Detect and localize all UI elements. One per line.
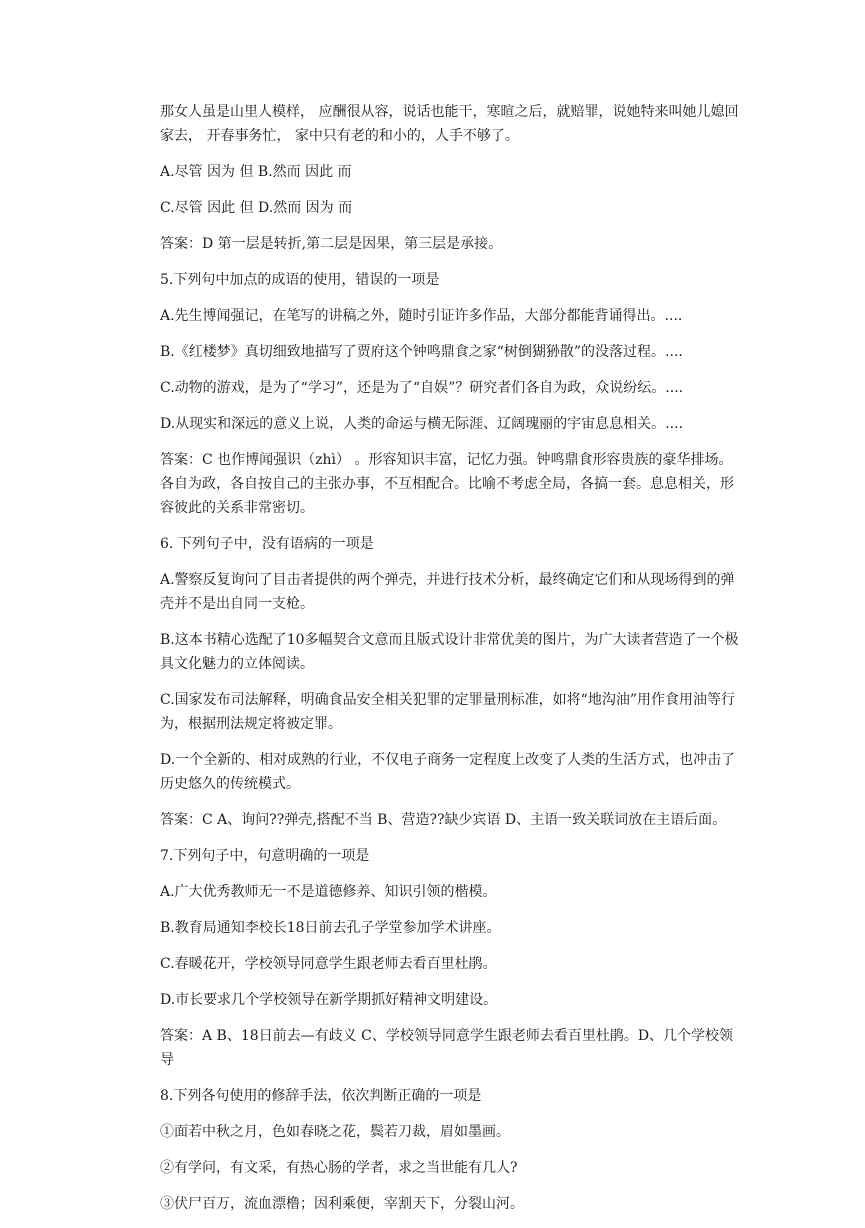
question-6-option-c: C.国家发布司法解释，明确食品安全相关犯罪的定罪量刑标准，如将“地沟油”用作食用油等行为，根据刑法规定将被定罪。 (160, 692, 735, 732)
question-5-option-a: A.先生博闻强记，在笔写的讲稿之外，随时引证许多作品，大部分都能背诵得出。.... (160, 308, 683, 324)
passage-paragraph: 那女人虽是山里人模样， 应酬很从容，说话也能干，寒暄之后，就赔罪，说她特来叫她儿媳回家去， 开春事务忙， 家中只有老的和小的，人手不够了。 (160, 104, 739, 144)
question-7-option-d: D.市长要求几个学校领导在新学期抓好精神文明建设。 (160, 992, 498, 1008)
answer-line: 答案：D 第一层是转折,第二层是因果，第三层是承接。 (160, 236, 503, 252)
question-7-option-a: A.广大优秀教师无一不是道德修养、知识引领的楷模。 (160, 884, 497, 900)
question-5-answer: 答案：C 也作博闻强识（zhì） 。形容知识丰富，记忆力强。钟鸣鼎食形容贵族的豪华排场。各自为政，各自按自己的主张办事，不互相配合。比喻不考虑全局，各搞一套。息息相关，形容彼此的关系非常密切。 (160, 452, 734, 516)
question-8-title: 8.下列各句使用的修辞手法，依次判断正确的一项是 (160, 1088, 482, 1104)
question-6-option-a: A.警察反复询问了目击者提供的两个弹壳，并进行技术分析，最终确定它们和从现场得到的弹壳并不是出自同一支枪。 (160, 572, 735, 612)
question-6-answer: 答案：C A、询问??弹壳,搭配不当 B、营造??缺少宾语 D、主语一致关联词放在主语后面。 (160, 812, 727, 828)
question-7-answer: 答案：A B、18日前去—有歧义 C、学校领导同意学生跟老师去看百里杜鹃。D、几个学校领导 (160, 1028, 734, 1068)
question-6-option-b: B.这本书精心选配了10多幅契合文意而且版式设计非常优美的图片，为广大读者营造了一个极具文化魅力的立体阅读。 (160, 632, 739, 672)
question-5-option-c: C.动物的游戏，是为了“学习”，还是为了“自娱”？研究者们各自为政，众说纷纭。.... (160, 380, 684, 396)
question-8-item-1: ①面若中秋之月，色如春晓之花，鬓若刀裁，眉如墨画。 (160, 1124, 510, 1140)
question-5-option-d: D.从现实和深远的意义上说，人类的命运与横无际涯、辽阔瑰丽的宇宙息息相关。.... (160, 416, 683, 432)
document-body (160, 100, 740, 1228)
question-5-option-b: B.《红楼梦》真切细致地描写了贾府这个钟鸣鼎食之家“树倒猢狲散”的没落过程。.... (160, 344, 683, 360)
question-8-item-2: ②有学问，有文采，有热心肠的学者，求之当世能有几人? (160, 1160, 518, 1176)
question-8-item-3: ③伏尸百万，流血漂橹；因利乘便，宰割天下，分裂山河。 (160, 1196, 524, 1212)
question-6-title: 6. 下列句子中，没有语病的一项是 (160, 536, 374, 552)
question-7-option-b: B.教育局通知李校长18日前去孔子学堂参加学术讲座。 (160, 920, 501, 936)
question-7-title: 7.下列句子中，句意明确的一项是 (160, 848, 370, 864)
option-line: C.尽管 因此 但 D.然而 因为 而 (160, 200, 353, 216)
question-6-option-d: D.一个全新的、相对成熟的行业，不仅电子商务一定程度上改变了人类的生活方式，也冲击了历史悠久的传统模式。 (160, 752, 736, 792)
option-line: A.尽管 因为 但 B.然而 因此 而 (160, 164, 352, 180)
question-7-option-c: C.春暖花开，学校领导同意学生跟老师去看百里杜鹃。 (160, 956, 497, 972)
question-5-title: 5.下列句中加点的成语的使用，错误的一项是 (160, 272, 440, 288)
